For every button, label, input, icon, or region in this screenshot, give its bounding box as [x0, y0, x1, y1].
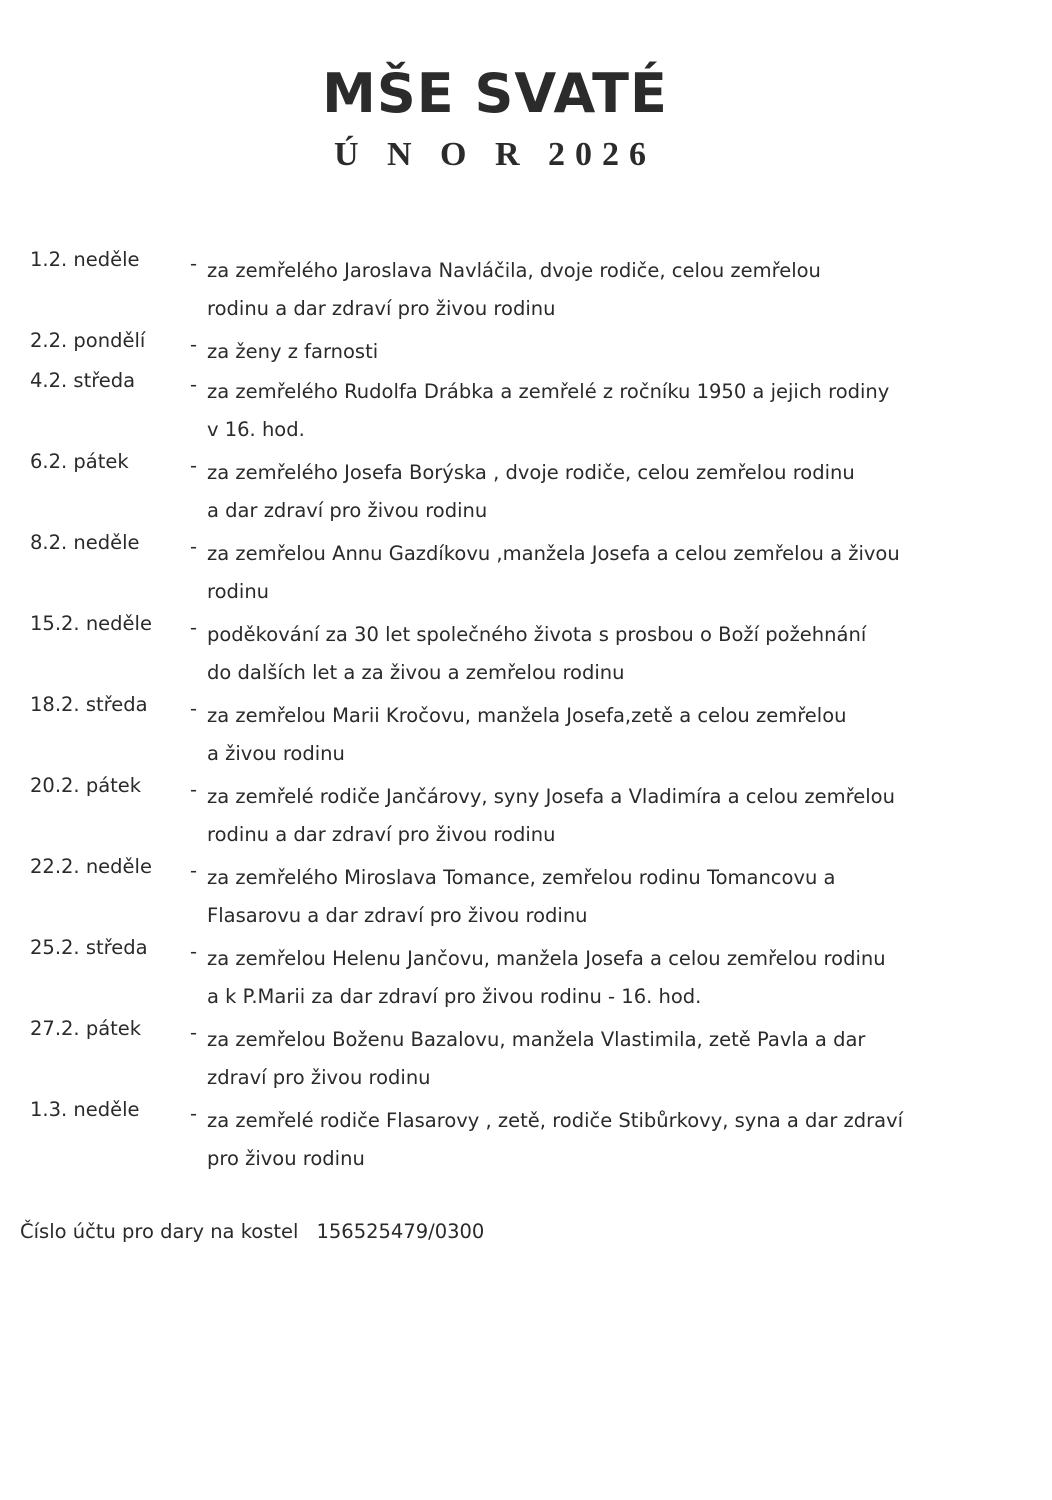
schedule-entry	[0, 446, 1052, 527]
entry-date: 15.2. neděle	[30, 612, 152, 635]
entry-intention: za zemřelého Jaroslava Navláčila, dvoje rodiče, celou zemřelou rodinu a dar zdraví pro živou rodinu	[207, 259, 821, 320]
entry-intention: poděkování za 30 let společného života s prosbou o Boží požehnání do dalších let a za živou a zemřelou rodinu	[207, 623, 867, 684]
page-subtitle: Ú N O R 2026	[333, 136, 657, 173]
entry-dash: -	[190, 778, 198, 801]
entry-date: 4.2. středa	[30, 369, 136, 392]
schedule-entry	[0, 689, 1052, 770]
schedule-entry	[0, 851, 1052, 932]
entry-intention: za ženy z farnosti	[207, 340, 379, 363]
schedule-entry	[0, 608, 1052, 689]
entry-dash: -	[190, 940, 198, 963]
entry-intention: za zemřelého Josefa Borýska , dvoje rodiče, celou zemřelou rodinu a dar zdraví pro živou rodinu	[207, 461, 855, 522]
schedule-entry	[0, 770, 1052, 851]
entry-dash: -	[190, 616, 198, 639]
bank-account-number: 156525479/0300	[316, 1220, 485, 1243]
entry-dash: -	[190, 454, 198, 477]
bank-account-line	[20, 1220, 484, 1243]
entry-intention: za zemřelou Helenu Jančovu, manžela Josefa a celou zemřelou rodinu a k P.Marii za dar zdraví pro živou rodinu - 16. hod.	[207, 947, 886, 1008]
entry-intention: za zemřelého Rudolfa Drábka a zemřelé z ročníku 1950 a jejich rodiny v 16. hod.	[207, 380, 890, 441]
entry-dash: -	[190, 535, 198, 558]
entry-intention: za zemřelého Miroslava Tomance, zemřelou rodinu Tomancovu a Flasarovu a dar zdraví pro živou rodinu	[207, 866, 836, 927]
page-title: MŠE SVATÉ	[322, 62, 668, 125]
entry-date: 1.3. neděle	[30, 1098, 140, 1121]
entry-date: 20.2. pátek	[30, 774, 142, 797]
entry-date: 18.2. středa	[30, 693, 148, 716]
schedule-entry	[0, 1094, 1052, 1175]
entry-intention: za zemřelé rodiče Jančárovy, syny Josefa a Vladimíra a celou zemřelou rodinu a dar zdraví pro živou rodinu	[207, 785, 895, 846]
entry-intention: za zemřelou Marii Kročovu, manžela Josefa,zetě a celou zemřelou a živou rodinu	[207, 704, 847, 765]
entry-date: 27.2. pátek	[30, 1017, 142, 1040]
schedule-entry	[0, 932, 1052, 1013]
entry-dash: -	[190, 373, 198, 396]
entry-date: 2.2. pondělí	[30, 329, 146, 352]
schedule-entry	[0, 365, 1052, 446]
bank-account-label: Číslo účtu pro dary na kostel	[20, 1220, 299, 1243]
entry-date: 22.2. neděle	[30, 855, 152, 878]
entry-intention: za zemřelé rodiče Flasarovy , zetě, rodiče Stibůrkovy, syna a dar zdraví pro živou rodinu	[207, 1109, 904, 1170]
entry-dash: -	[190, 1102, 198, 1125]
mass-schedule	[0, 244, 1052, 1175]
entry-intention: za zemřelou Annu Gazdíkovu ,manžela Josefa a celou zemřelou a živou rodinu	[207, 542, 900, 603]
entry-intention: za zemřelou Boženu Bazalovu, manžela Vlastimila, zetě Pavla a dar zdraví pro živou rodinu	[207, 1028, 866, 1089]
schedule-entry	[0, 527, 1052, 608]
entry-date: 6.2. pátek	[30, 450, 129, 473]
entry-date: 25.2. středa	[30, 936, 148, 959]
entry-date: 1.2. neděle	[30, 248, 140, 271]
entry-date: 8.2. neděle	[30, 531, 140, 554]
entry-dash: -	[190, 859, 198, 882]
schedule-entry	[0, 325, 1052, 365]
entry-dash: -	[190, 1021, 198, 1044]
entry-dash: -	[190, 252, 198, 275]
schedule-entry	[0, 1013, 1052, 1094]
schedule-entry	[0, 244, 1052, 325]
entry-dash: -	[190, 697, 198, 720]
entry-dash: -	[190, 333, 198, 356]
